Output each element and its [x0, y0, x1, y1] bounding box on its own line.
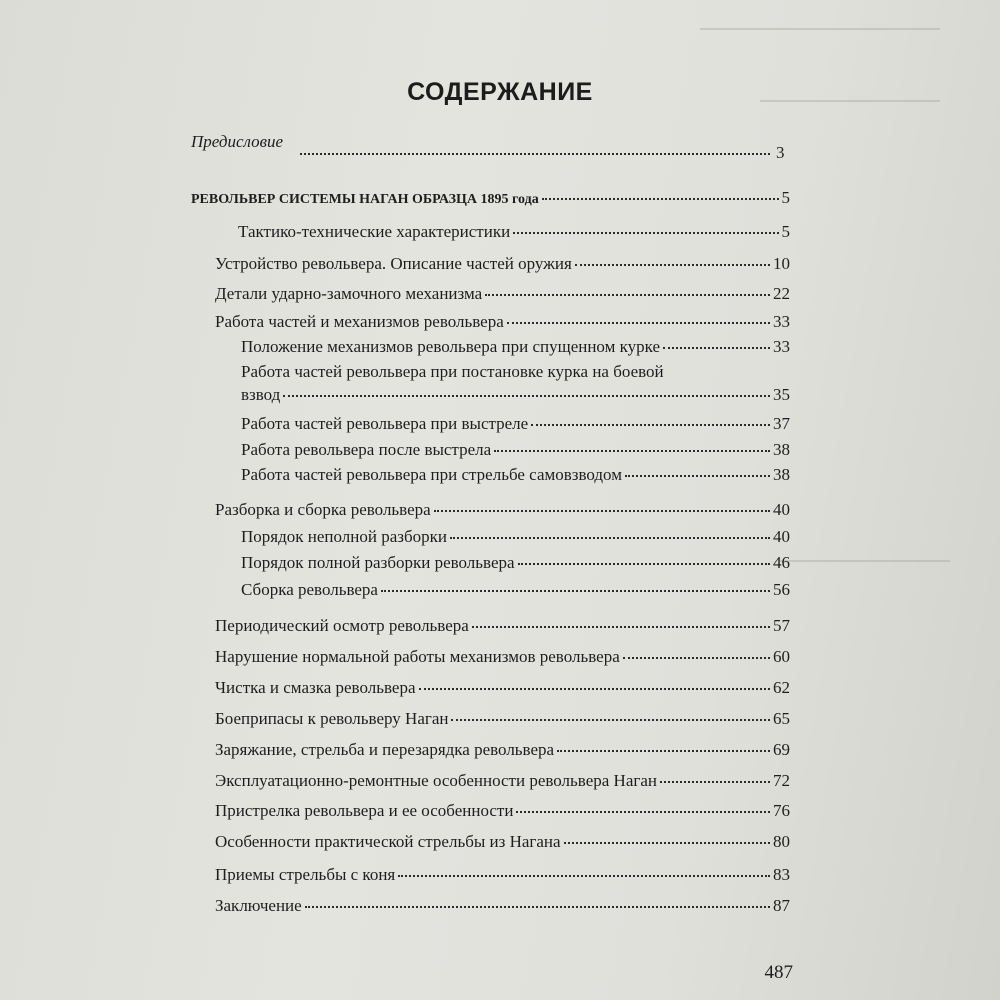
dot-leader — [434, 510, 770, 512]
toc-entry-label: Работа частей револьвера при стрельбе самовзводом — [241, 465, 622, 484]
toc-entry-label: Тактико-технические характеристики — [238, 222, 511, 241]
toc-entry-label-continued: взвод — [241, 385, 281, 404]
toc-entry-page: 38 — [773, 440, 790, 459]
toc-entry[interactable] — [215, 832, 790, 852]
dot-leader — [419, 688, 771, 690]
toc-entry[interactable] — [215, 896, 790, 916]
toc-entry-label: Особенности практической стрельбы из Нагана — [215, 832, 561, 851]
dot-leader — [660, 781, 770, 783]
toc-entry-page: 33 — [773, 312, 790, 331]
toc-entry[interactable] — [215, 771, 790, 791]
dot-leader — [623, 657, 770, 659]
dot-leader — [450, 537, 770, 539]
toc-entry-page: 37 — [773, 414, 790, 433]
toc-entry-page: 3 — [776, 143, 785, 162]
dot-leader — [531, 424, 770, 426]
toc-entry[interactable] — [191, 188, 790, 208]
toc-entry-label: Порядок неполной разборки — [241, 527, 447, 546]
toc-entry[interactable] — [215, 284, 790, 304]
toc-entry-label: Работа револьвера после выстрела — [241, 440, 492, 459]
dot-leader — [472, 626, 770, 628]
toc-entry[interactable] — [215, 678, 790, 698]
toc-entry[interactable] — [215, 312, 790, 332]
toc-entry[interactable] — [215, 254, 790, 274]
dot-leader — [575, 264, 770, 266]
toc-entry-page: 60 — [773, 647, 790, 666]
toc-entry-label: Нарушение нормальной работы механизмов револьвера — [215, 647, 620, 666]
dot-leader — [625, 475, 770, 477]
dot-leader — [283, 395, 770, 397]
dot-leader — [518, 563, 770, 565]
toc-entry-page: 10 — [773, 254, 790, 273]
toc-entry[interactable] — [191, 132, 790, 152]
toc-entry-label: Предисловие — [191, 132, 284, 151]
toc-entry-label: Разборка и сборка револьвера — [215, 500, 431, 519]
toc-entry-page: 76 — [773, 801, 790, 820]
toc-entry[interactable] — [215, 801, 790, 821]
dot-leader — [451, 719, 770, 721]
toc-entry[interactable] — [215, 616, 790, 636]
toc-entry-page: 46 — [773, 553, 790, 572]
toc-entry[interactable] — [241, 337, 790, 357]
toc-entry-page: 87 — [773, 896, 790, 915]
dot-leader — [557, 750, 770, 752]
toc-entry[interactable] — [215, 647, 790, 667]
dot-leader — [485, 294, 770, 296]
toc-entry-label: Работа частей револьвера при выстреле — [241, 414, 529, 433]
toc-entry-page: 72 — [773, 771, 790, 790]
dot-leader — [516, 811, 770, 813]
toc-entry-page: 40 — [773, 500, 790, 519]
toc-entry-page: 22 — [773, 284, 790, 303]
toc-entry-label: Заряжание, стрельба и перезарядка револьвера — [215, 740, 555, 759]
toc-entry[interactable] — [241, 414, 790, 434]
toc-entry-label: Порядок полной разборки револьвера — [241, 553, 515, 572]
toc-entry-page: 83 — [773, 865, 790, 884]
toc-entry-label: Сборка револьвера — [241, 580, 378, 599]
toc-entry-label: Приемы стрельбы с коня — [215, 865, 396, 884]
toc-entry[interactable] — [241, 440, 790, 460]
dot-leader — [305, 906, 770, 908]
toc-entry-label: Детали ударно-замочного механизма — [215, 284, 483, 303]
dot-leader — [663, 347, 770, 349]
toc-entry[interactable] — [241, 553, 790, 573]
toc-entry-page: 40 — [773, 527, 790, 546]
toc-entry[interactable] — [215, 709, 790, 729]
toc-entry-page: 56 — [773, 580, 790, 599]
toc-entry[interactable] — [241, 580, 790, 600]
toc-entry-label: Устройство револьвера. Описание частей оружия — [215, 254, 572, 273]
toc-entry[interactable] — [241, 465, 790, 485]
toc-entry-label: Работа частей револьвера при постановке курка на боевой — [241, 362, 664, 381]
toc-entry-label: Заключение — [215, 896, 302, 915]
toc-entry-label: Боеприпасы к револьверу Наган — [215, 709, 449, 728]
toc-entry[interactable] — [241, 362, 790, 405]
toc-entry-page: 5 — [781, 188, 790, 207]
toc-entry-label: Положение механизмов револьвера при спущенном курке — [241, 337, 661, 356]
toc-entry[interactable] — [215, 740, 790, 760]
dot-leader — [300, 153, 770, 155]
toc-entry[interactable] — [241, 527, 790, 547]
page-number: 487 — [764, 962, 793, 983]
toc-entry-page: 69 — [773, 740, 790, 759]
toc-entry-page: 62 — [773, 678, 790, 697]
toc-entry[interactable] — [215, 865, 790, 885]
toc-entry-page: 57 — [773, 616, 790, 635]
toc-entry-label: Работа частей и механизмов револьвера — [215, 312, 504, 331]
dot-leader — [542, 198, 779, 200]
page-title: СОДЕРЖАНИЕ — [407, 78, 593, 106]
toc-entry[interactable] — [238, 222, 790, 242]
toc-entry-page: 65 — [773, 709, 790, 728]
toc-entry-page: 38 — [773, 465, 790, 484]
toc-entry-label: Эксплуатационно-ремонтные особенности револьвера Наган — [215, 771, 657, 790]
toc-entry-page: 80 — [773, 832, 790, 851]
dot-leader — [381, 590, 770, 592]
dot-leader — [564, 842, 770, 844]
dot-leader — [513, 232, 778, 234]
toc-entry[interactable] — [215, 500, 790, 520]
toc-entry-label: Пристрелка револьвера и ее особенности — [215, 801, 514, 820]
dot-leader — [507, 322, 770, 324]
dot-leader — [398, 875, 770, 877]
toc-entry-page: 5 — [781, 222, 790, 241]
toc-entry-label: РЕВОЛЬВЕР СИСТЕМЫ НАГАН ОБРАЗЦА 1895 года — [191, 192, 539, 207]
toc-entry-label: Чистка и смазка револьвера — [215, 678, 416, 697]
toc-entry-label: Периодический осмотр револьвера — [215, 616, 469, 635]
toc-entry-page: 35 — [773, 385, 790, 404]
toc-entry-page: 33 — [773, 337, 790, 356]
dot-leader — [494, 450, 770, 452]
